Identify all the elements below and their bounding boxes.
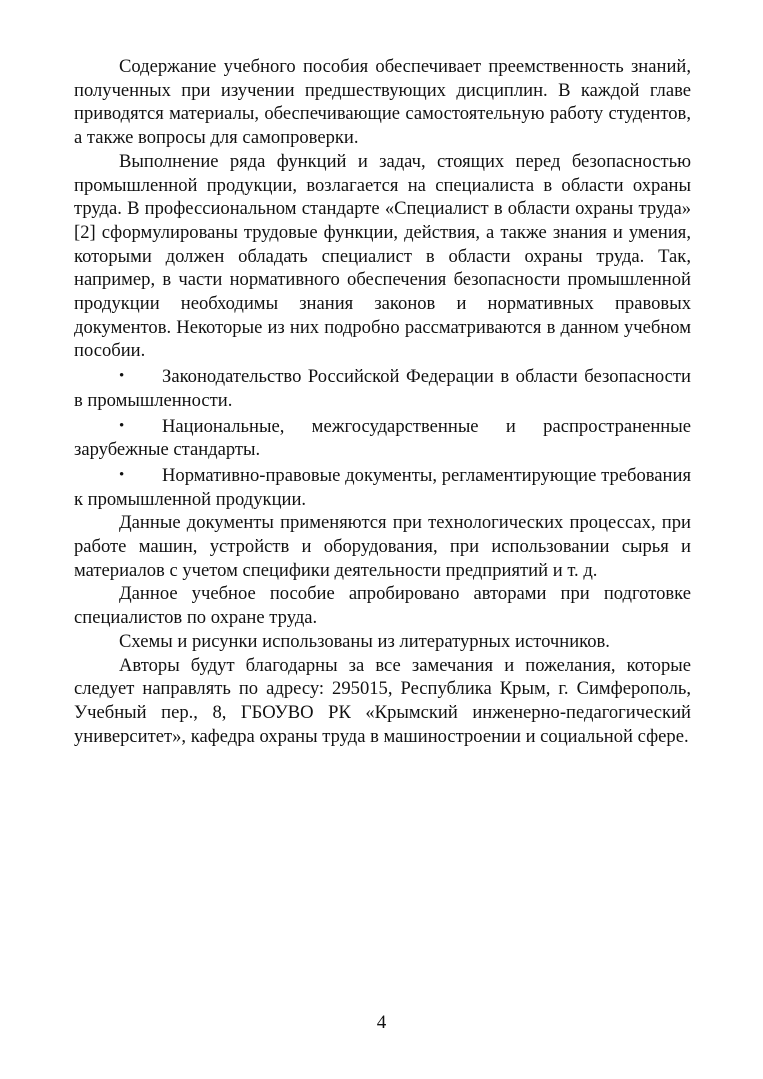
bullet-icon: • <box>119 368 125 385</box>
bullet-text: Нормативно-правовые документы, регламентирующие требования к промышленной продукции. <box>74 464 691 510</box>
paragraph-figures-source: Схемы и рисунки использованы из литературных источников. <box>119 630 610 652</box>
bullet-item-regulations <box>74 464 691 511</box>
paragraph-authors-contact: Авторы будут благодарны за все замечания и пожелания, которые следует направлять по адресу: 295015, Республика Крым, г. Симферополь, Учебный пер., 8, ГБОУВО РК «Крымский инженерно-педагогический университет», кафедра охраны труда в машиностроении и социальной сфере. <box>74 654 691 747</box>
bullet-icon: • <box>119 466 125 483</box>
bullet-text: Законодательство Российской Федерации в области безопасности в промышленности. <box>74 366 691 411</box>
paragraph-approbation: Данное учебное пособие апробировано авторами при подготовке специалистов по охране труда. <box>74 583 691 629</box>
paragraph-specialist-functions: Выполнение ряда функций и задач, стоящих перед безопасностью промышленной продукции, возлагается на специалиста в области охраны труда. В профессиональном стандарте «Специалист в области охраны труда» [2] сформулированы трудовые функции, действия, а также знания и умения, которыми должен обладать специалист в области охраны труда. Так, например, в части нормативного обеспечения безопасности промышленной продукции необходимы знания законов и нормативных правовых документов. Некоторые из них подробно рассматриваются в данном учебном пособии. <box>74 150 691 362</box>
paragraph-intro: Содержание учебного пособия обеспечивает преемственность знаний, полученных при изучении предшествующих дисциплин. В каждой главе приводятся материалы, обеспечивающие самостоятельную работу студентов, а также вопросы для самопроверки. <box>74 56 691 149</box>
bullet-icon: • <box>119 417 125 434</box>
paragraph-documents-usage: Данные документы применяются при технологических процессах, при работе машин, устройств и оборудования, при использовании сырья и материалов с учетом специфики деятельности предприятий и т. д. <box>74 512 691 581</box>
bullet-item-standards <box>74 415 691 462</box>
bullet-item-legislation <box>74 365 691 412</box>
page-number: 4 <box>376 1012 387 1033</box>
bullet-text: Национальные, межгосударственные и распространенные зарубежные стандарты. <box>74 415 691 461</box>
page-body <box>74 55 691 748</box>
